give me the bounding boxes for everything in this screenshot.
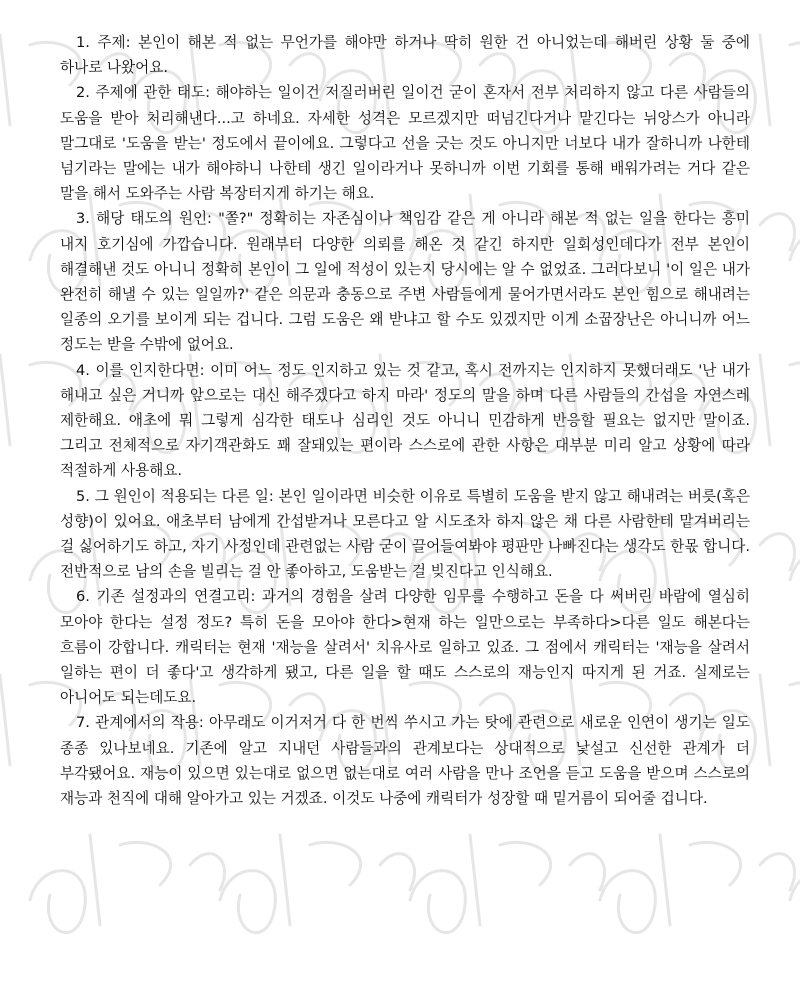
paragraph-text: 주제: 본인이 해본 적 없는 무언가를 해야만 하거나 딱히 원한 건 아니었는데 해버린 상황 둘 중에 하나로 나왔어요. <box>60 34 750 77</box>
paragraph-text: 주제에 관한 태도: 해야하는 일이건 저질러버린 일이건 굳이 혼자서 전부 처리하지 않고 다른 사람들의 도움을 받아 처리해낸다...고 하네요. 자세한 성격은 모르겠지만 떠넘긴다거나 맡긴다는 뉘앙스가 아니라 말그대로 '도움을 받는' 정도에서 끝이에요. 그렇다고 선을 긋는 것도 아니지만 너보다 내가 잘하니까 나한테 넘기라는 말에는 내가 해야하니 나한테 생긴 일이라거나 못하니까 이번 기회를 통해 배워가려는 거다 같은 말을 해서 도와주는 사람 복장터지게 하기는 해요. <box>60 84 750 203</box>
paragraph-text: 해당 태도의 원인: "쫄?" 정확히는 자존심이나 책임감 같은 게 아니라 해본 적 없는 일을 한다는 흥미 내지 호기심에 가깝습니다. 원래부터 다양한 의뢰를 해온 것 같긴 하지만 일회성인데다가 전부 본인이 해결해낸 것도 아니니 정확히 본인이 그 일에 적성이 있는지 당시에는 알 수 없었죠. 그러다보니 '이 일은 내가 완전히 해낼 수 있는 일일까?' 같은 의문과 충동으로 주변 사람들에게 물어가면서라도 본인 힘으로 해내려는 일종의 오기를 보이게 되는 겁니다. 그럼 도움은 왜 받냐고 할 수도 있겠지만 이게 소꿉장난은 아니니까 어느 정도는 받을 수밖에 없어요. <box>60 210 751 354</box>
paragraph-number: 1. <box>76 34 90 51</box>
paragraph-number: 3. <box>76 210 90 228</box>
paragraph-text: 관계에서의 작용: 아무래도 이거저거 다 한 번씩 쑤시고 가는 탓에 관련으로 새로운 인연이 생기는 일도 종종 있나보네요. 기존에 알고 지내던 사람들과의 관계보다는 상대적으로 낯설고 신선한 관계가 더 부각됐어요. 재능이 있으면 있는대로 없으면 없는대로 여러 사람을 만나 조언을 듣고 도움을 받으며 스스로의 재능과 천직에 대해 알아가고 있는 거겠죠. 이것도 나중에 캐릭터가 성장할 때 밑거름이 되어줄 겁니다. <box>60 714 751 808</box>
paragraph-3 <box>60 206 750 357</box>
watermark-swirl <box>790 515 800 613</box>
paragraph-2 <box>60 80 750 206</box>
watermark-swirl <box>30 835 225 933</box>
watermark-swirl <box>790 835 800 933</box>
watermark-swirl <box>220 835 415 933</box>
paragraph-number: 6. <box>76 588 90 606</box>
paragraph-number: 2. <box>76 84 90 102</box>
paragraph-number: 7. <box>76 714 90 732</box>
paragraph-5 <box>60 484 750 585</box>
paragraph-6 <box>60 584 750 710</box>
watermark-swirl <box>600 835 795 933</box>
paragraph-7 <box>60 710 750 811</box>
paragraph-number: 4. <box>76 361 90 379</box>
paragraph-number: 5. <box>76 487 90 505</box>
paragraph-text: 그 원인이 적용되는 다른 일: 본인 일이라면 비슷한 이유로 특별히 도움을 받지 않고 해내려는 버릇(혹은 성향)이 있어요. 애초부터 남에게 간섭받거나 모른다고 알 시도조차 하지 않은 채 다른 사람한테 맡겨버리는 걸 싫어하기도 하고, 자기 사정인데 관련없는 사람 굳이 끌어들여봐야 평판만 나빠진다는 생각도 한몫 합니다. 전반적으로 남의 손을 빌리는 걸 안 좋아하고, 도움받는 걸 빚진다고 인식해요. <box>60 487 750 581</box>
document-body <box>60 30 750 811</box>
paragraph-1 <box>60 30 750 80</box>
paragraph-4 <box>60 358 750 484</box>
watermark-swirl <box>410 835 605 933</box>
paragraph-text: 이를 인지한다면: 이미 어느 정도 인지하고 있는 것 같고, 혹시 전까지는 인지하지 못했더래도 '난 내가 해내고 싶은 거니까 앞으로는 대신 해주겠다고 하지 마라' 정도의 말을 하며 다른 사람들의 간섭을 자연스레 제한해요. 애초에 뭐 그렇게 심각한 태도나 심리인 것도 아니니 민감하게 반응할 필요는 없지만 말이죠. 그리고 전체적으로 자기객관화도 꽤 잘돼있는 편이라 스스로에 관한 사항은 대부분 미리 알고 상황에 따라 적절하게 사용해요. <box>60 361 751 480</box>
paragraph-text: 기존 설정과의 연결고리: 과거의 경험을 살려 다양한 임무를 수행하고 돈을 다 써버린 바람에 열심히 모아야 한다는 설정 정도? 특히 돈을 모아야 한다>현재 하는 일만으로는 부족하다>다른 일도 해본다는 흐름이 강합니다. 캐릭터는 현재 '재능을 살려서' 치유사로 일하고 있죠. 그 점에서 캐릭터는 '재능을 살려서 일하는 편이 더 좋다'고 생각하게 됐고, 다른 일을 할 때도 스스로의 재능인지 따지게 된 거죠. 실제로는 아니어도 되는데도요. <box>60 588 751 707</box>
watermark-swirl <box>790 195 800 293</box>
